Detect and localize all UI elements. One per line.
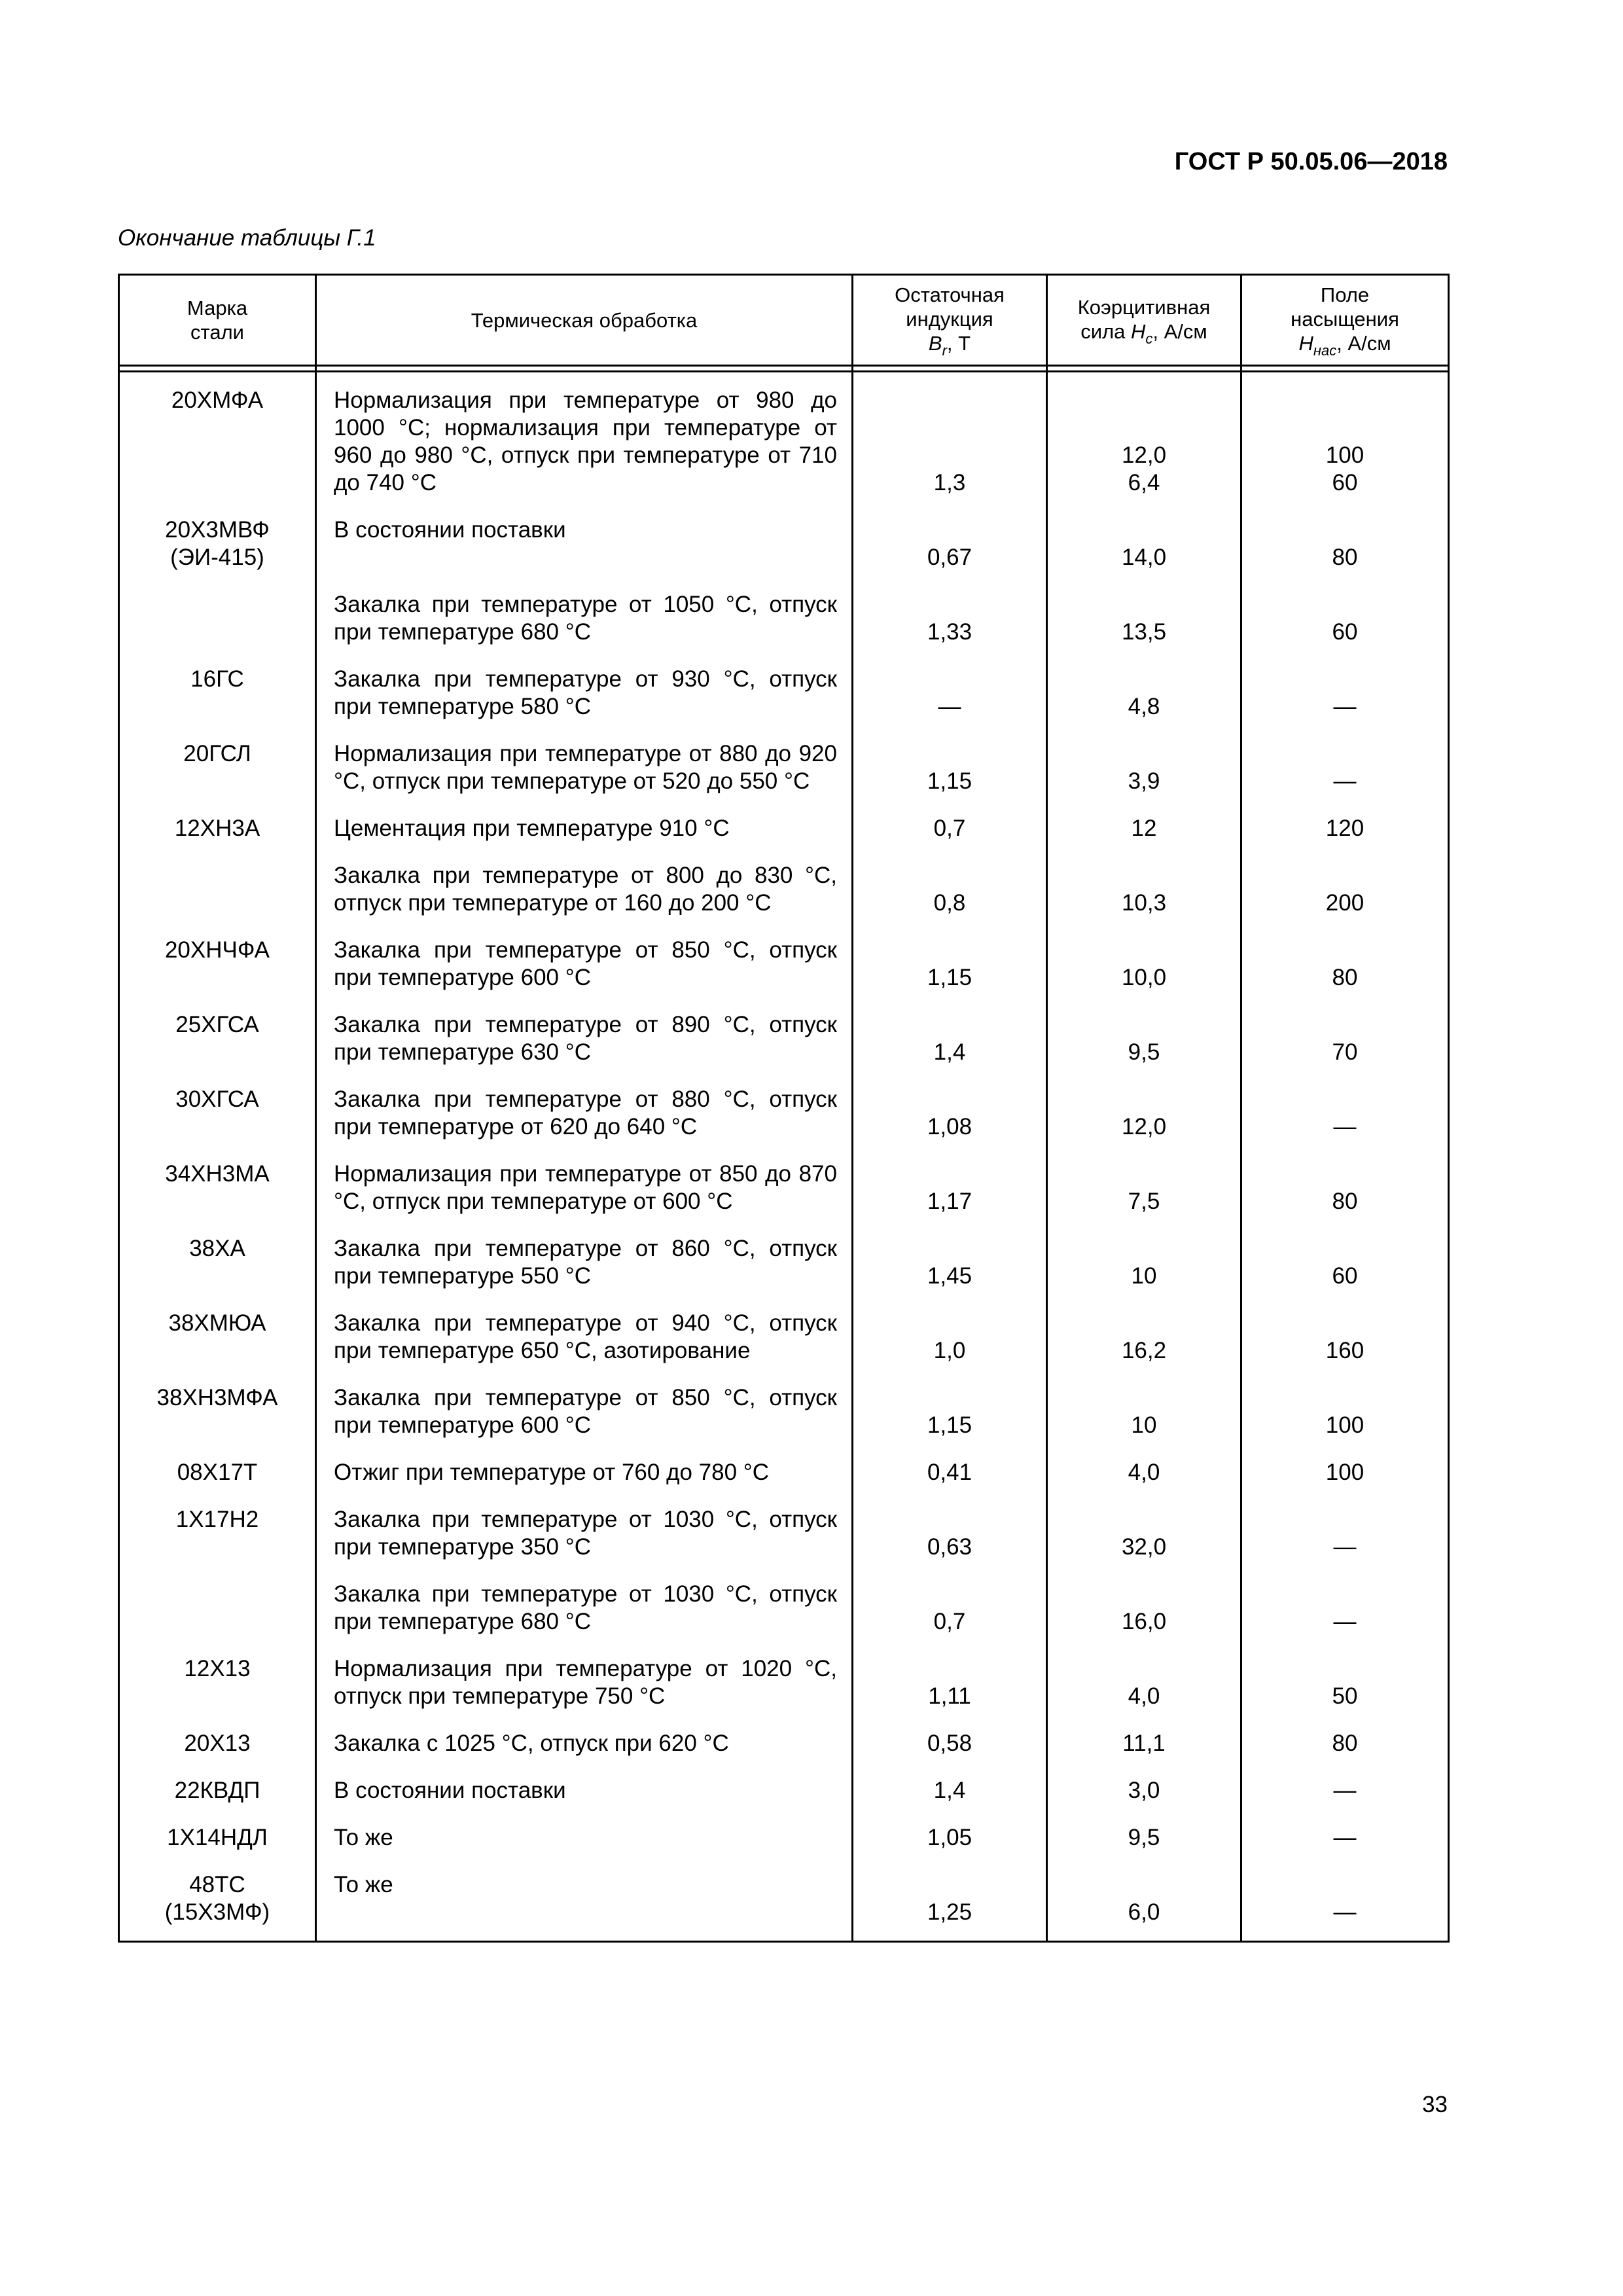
cell-steel-grade: [119, 1300, 316, 1375]
cell-steel-grade: [119, 1646, 316, 1721]
cell-saturation-field: [1241, 927, 1449, 1002]
cell-residual-induction: [853, 1862, 1047, 1942]
header-heat-treatment: [316, 275, 853, 366]
table-row: [119, 656, 1449, 731]
grade-line: 38ХН3МФА: [156, 1385, 278, 1410]
cell-steel-grade: [119, 1815, 316, 1862]
table-row: [119, 372, 1449, 508]
cell-heat-treatment: Нормализация при температуре от 880 до 920 °C, отпуск при температуре от 520 до 550 °C: [316, 731, 853, 806]
table-row: [119, 582, 1449, 656]
value-line: —: [1333, 1114, 1357, 1139]
header-symbol: B: [928, 332, 942, 355]
table-row: [119, 1300, 1449, 1375]
table-row: [119, 1768, 1449, 1815]
cell-coercive-force: [1047, 1300, 1241, 1375]
table-caption: Окончание таблицы Г.1: [118, 225, 376, 251]
cell-steel-grade: [119, 806, 316, 853]
table-row: [119, 853, 1449, 927]
value-line: 1,08: [927, 1114, 972, 1139]
header-unit-line: [1242, 331, 1448, 357]
value-line: 80: [1332, 545, 1358, 570]
value-line: 6,4: [1128, 470, 1160, 495]
cell-residual-induction: [853, 1450, 1047, 1497]
cell-residual-induction: [853, 806, 1047, 853]
value-line: 100: [1325, 442, 1364, 468]
cell-residual-induction: [853, 1571, 1047, 1646]
grade-line: 20ХНЧФА: [164, 937, 270, 963]
cell-saturation-field: [1241, 1226, 1449, 1300]
header-unit-line: [1048, 319, 1240, 346]
cell-steel-grade: [119, 1721, 316, 1768]
table-row: [119, 1497, 1449, 1571]
grade-line: 16ГС: [190, 666, 244, 692]
cell-coercive-force: [1047, 1646, 1241, 1721]
grade-line: 20Х3МВФ: [165, 517, 270, 543]
grade-line: 12Х13: [184, 1656, 251, 1681]
header-line: Поле: [1320, 283, 1370, 306]
cell-coercive-force: [1047, 927, 1241, 1002]
cell-residual-induction: [853, 1721, 1047, 1768]
value-line: 12,0: [1121, 442, 1167, 468]
cell-saturation-field: [1241, 582, 1449, 656]
cell-coercive-force: [1047, 731, 1241, 806]
cell-steel-grade: [119, 1497, 316, 1571]
cell-saturation-field: [1241, 1721, 1449, 1768]
value-line: 80: [1332, 1189, 1358, 1214]
cell-saturation-field: [1241, 731, 1449, 806]
cell-coercive-force: [1047, 1815, 1241, 1862]
cell-saturation-field: [1241, 507, 1449, 582]
value-line: 0,7: [933, 1609, 966, 1634]
cell-saturation-field: [1241, 1450, 1449, 1497]
cell-steel-grade: [119, 1450, 316, 1497]
table-row: [119, 507, 1449, 582]
cell-residual-induction: [853, 1226, 1047, 1300]
grade-line: 25ХГСА: [175, 1012, 259, 1037]
table-row: [119, 1450, 1449, 1497]
table-row: [119, 927, 1449, 1002]
cell-steel-grade: [119, 731, 316, 806]
header-divider: [119, 366, 1449, 372]
cell-coercive-force: [1047, 1862, 1241, 1942]
cell-steel-grade: [119, 656, 316, 731]
header-line: Марка: [187, 296, 248, 319]
grade-line: 20Х13: [184, 1731, 251, 1756]
table-row: [119, 1815, 1449, 1862]
table-row: [119, 1721, 1449, 1768]
value-line: 100: [1325, 1460, 1364, 1485]
header-symbol: H: [1131, 319, 1146, 343]
value-line: 1,25: [927, 1899, 972, 1925]
value-line: 1,15: [927, 1412, 972, 1438]
cell-saturation-field: [1241, 1768, 1449, 1815]
cell-saturation-field: [1241, 1815, 1449, 1862]
cell-heat-treatment: Закалка при температуре от 880 °C, отпуск при температуре от 620 до 640 °C: [316, 1077, 853, 1151]
grade-line: 20ГСЛ: [183, 741, 251, 766]
cell-heat-treatment: Закалка при температуре от 1050 °C, отпуск при температуре 680 °C: [316, 582, 853, 656]
cell-steel-grade: [119, 1226, 316, 1300]
cell-steel-grade: [119, 1375, 316, 1450]
value-line: 0,7: [933, 816, 966, 841]
value-line: —: [1333, 1609, 1357, 1634]
cell-residual-induction: [853, 372, 1047, 508]
cell-heat-treatment: То же: [316, 1862, 853, 1942]
value-line: —: [1333, 1778, 1357, 1803]
value-line: 16,0: [1121, 1609, 1167, 1634]
value-line: —: [1333, 1825, 1357, 1850]
value-line: 1,4: [933, 1039, 966, 1065]
cell-coercive-force: [1047, 806, 1241, 853]
cell-residual-induction: [853, 927, 1047, 1002]
value-line: 1,45: [927, 1263, 972, 1289]
value-line: 7,5: [1128, 1189, 1160, 1214]
cell-steel-grade: [119, 372, 316, 508]
cell-saturation-field: [1241, 1862, 1449, 1942]
cell-residual-induction: [853, 731, 1047, 806]
value-line: 1,11: [928, 1683, 971, 1709]
cell-residual-induction: [853, 656, 1047, 731]
cell-heat-treatment: Закалка при температуре от 930 °C, отпуск при температуре 580 °C: [316, 656, 853, 731]
value-line: 1,15: [927, 768, 972, 794]
value-line: 10,3: [1121, 890, 1167, 916]
value-line: 1,4: [933, 1778, 966, 1803]
value-line: 60: [1332, 470, 1358, 495]
grade-line: 1Х17Н2: [175, 1507, 259, 1532]
cell-coercive-force: [1047, 1721, 1241, 1768]
header-line: Термическая обработка: [471, 308, 698, 332]
grade-line: 34ХН3МА: [165, 1161, 270, 1187]
header-line: насыщения: [1291, 308, 1399, 331]
cell-heat-treatment: В состоянии поставки: [316, 507, 853, 582]
value-line: —: [1333, 1899, 1357, 1925]
header-line: стали: [190, 321, 244, 344]
table-header-row: [119, 275, 1449, 366]
grade-line: 22КВДП: [174, 1778, 260, 1803]
cell-coercive-force: [1047, 853, 1241, 927]
value-line: 60: [1332, 619, 1358, 645]
table-row: [119, 1646, 1449, 1721]
header-unit: , А/см: [1336, 332, 1391, 355]
value-line: 12,0: [1121, 1114, 1167, 1139]
table-row: [119, 1226, 1449, 1300]
cell-steel-grade: [119, 853, 316, 927]
cell-heat-treatment: Закалка при температуре от 850 °C, отпуск при температуре 600 °C: [316, 1375, 853, 1450]
value-line: 1,33: [927, 619, 972, 645]
value-line: 6,0: [1128, 1899, 1160, 1925]
cell-steel-grade: [119, 1571, 316, 1646]
header-unit-line: [853, 331, 1046, 357]
value-line: 12: [1131, 816, 1157, 841]
cell-saturation-field: [1241, 853, 1449, 927]
cell-residual-induction: [853, 1002, 1047, 1077]
value-line: 10: [1131, 1263, 1157, 1289]
cell-coercive-force: [1047, 1151, 1241, 1226]
steel-properties-table: [118, 274, 1450, 1943]
cell-heat-treatment: Отжиг при температуре от 760 до 780 °C: [316, 1450, 853, 1497]
value-line: —: [1333, 1534, 1357, 1560]
cell-residual-induction: [853, 582, 1047, 656]
grade-line: 48ТС: [189, 1872, 245, 1897]
cell-steel-grade: [119, 507, 316, 582]
value-line: 50: [1332, 1683, 1358, 1709]
page-number: 33: [1422, 2092, 1448, 2117]
cell-residual-induction: [853, 507, 1047, 582]
value-line: 100: [1325, 1412, 1364, 1438]
header-subscript: c: [1145, 330, 1153, 347]
header-unit: , Т: [946, 332, 971, 355]
cell-saturation-field: [1241, 1497, 1449, 1571]
grade-line: 30ХГСА: [175, 1086, 259, 1112]
value-line: 16,2: [1121, 1338, 1167, 1363]
cell-saturation-field: [1241, 1151, 1449, 1226]
grade-line: (15Х3МФ): [164, 1899, 270, 1925]
header-prefix: сила: [1080, 319, 1132, 343]
cell-coercive-force: [1047, 1077, 1241, 1151]
cell-saturation-field: [1241, 372, 1449, 508]
cell-heat-treatment: То же: [316, 1815, 853, 1862]
table-row: [119, 1077, 1449, 1151]
cell-residual-induction: [853, 1077, 1047, 1151]
cell-residual-induction: [853, 1646, 1047, 1721]
grade-line: 38ХМЮА: [168, 1310, 266, 1336]
value-line: 1,15: [927, 965, 972, 990]
value-line: 0,41: [927, 1460, 972, 1485]
cell-heat-treatment: Нормализация при температуре от 850 до 870 °C, отпуск при температуре от 600 °C: [316, 1151, 853, 1226]
cell-coercive-force: [1047, 1375, 1241, 1450]
cell-steel-grade: [119, 1862, 316, 1942]
cell-steel-grade: [119, 1077, 316, 1151]
value-line: 9,5: [1128, 1039, 1160, 1065]
cell-coercive-force: [1047, 1226, 1241, 1300]
value-line: 32,0: [1121, 1534, 1167, 1560]
value-line: 9,5: [1128, 1825, 1160, 1850]
cell-coercive-force: [1047, 656, 1241, 731]
header-subscript: r: [942, 342, 947, 359]
value-line: 10,0: [1121, 965, 1167, 990]
cell-saturation-field: [1241, 656, 1449, 731]
value-line: 3,0: [1128, 1778, 1160, 1803]
cell-saturation-field: [1241, 1002, 1449, 1077]
cell-heat-treatment: Закалка при температуре от 1030 °C, отпуск при температуре 680 °C: [316, 1571, 853, 1646]
cell-saturation-field: [1241, 1646, 1449, 1721]
cell-coercive-force: [1047, 372, 1241, 508]
cell-residual-induction: [853, 1151, 1047, 1226]
cell-coercive-force: [1047, 1450, 1241, 1497]
value-line: 200: [1325, 890, 1364, 916]
value-line: 0,67: [927, 545, 972, 570]
header-line: Остаточная: [895, 283, 1005, 306]
value-line: 3,9: [1128, 768, 1160, 794]
value-line: —: [1333, 694, 1357, 719]
header-subscript: нас: [1313, 342, 1337, 359]
cell-heat-treatment: Закалка при температуре от 850 °C, отпуск при температуре 600 °C: [316, 927, 853, 1002]
cell-heat-treatment: Закалка с 1025 °C, отпуск при 620 °C: [316, 1721, 853, 1768]
cell-heat-treatment: Закалка при температуре от 940 °C, отпуск при температуре 650 °C, азотирование: [316, 1300, 853, 1375]
value-line: 1,17: [927, 1189, 972, 1214]
cell-saturation-field: [1241, 1077, 1449, 1151]
cell-heat-treatment: Закалка при температуре от 890 °C, отпуск при температуре 630 °C: [316, 1002, 853, 1077]
value-line: 4,8: [1128, 694, 1160, 719]
header-coercive-force: [1047, 275, 1241, 366]
cell-steel-grade: [119, 582, 316, 656]
value-line: 0,63: [927, 1534, 972, 1560]
cell-coercive-force: [1047, 582, 1241, 656]
cell-residual-induction: [853, 1375, 1047, 1450]
table-row: [119, 731, 1449, 806]
grade-line: 20ХМФА: [171, 387, 264, 413]
value-line: —: [1333, 768, 1357, 794]
cell-saturation-field: [1241, 1571, 1449, 1646]
table-body: [119, 372, 1449, 1942]
value-line: 1,3: [933, 470, 966, 495]
grade-line: 08Х17Т: [177, 1460, 258, 1485]
value-line: 160: [1325, 1338, 1364, 1363]
cell-saturation-field: [1241, 1375, 1449, 1450]
cell-steel-grade: [119, 927, 316, 1002]
cell-residual-induction: [853, 1815, 1047, 1862]
table-row: [119, 806, 1449, 853]
cell-heat-treatment: Цементация при температуре 910 °C: [316, 806, 853, 853]
value-line: 1,0: [933, 1338, 966, 1363]
grade-line: 1Х14НДЛ: [167, 1825, 268, 1850]
cell-residual-induction: [853, 1497, 1047, 1571]
cell-coercive-force: [1047, 1571, 1241, 1646]
cell-residual-induction: [853, 853, 1047, 927]
header-steel-grade: [119, 275, 316, 366]
cell-steel-grade: [119, 1768, 316, 1815]
value-line: 4,0: [1128, 1683, 1160, 1709]
cell-coercive-force: [1047, 507, 1241, 582]
table-row: [119, 1002, 1449, 1077]
value-line: 1,05: [927, 1825, 972, 1850]
value-line: 0,8: [933, 890, 966, 916]
cell-coercive-force: [1047, 1002, 1241, 1077]
header-symbol: H: [1298, 332, 1313, 355]
header-unit: , А/см: [1152, 319, 1207, 343]
cell-heat-treatment: В состоянии поставки: [316, 1768, 853, 1815]
header-residual-induction: [853, 275, 1047, 366]
cell-residual-induction: [853, 1768, 1047, 1815]
header-saturation-field: [1241, 275, 1449, 366]
cell-coercive-force: [1047, 1768, 1241, 1815]
document-id: ГОСТ Р 50.05.06—2018: [1174, 148, 1448, 175]
cell-saturation-field: [1241, 1300, 1449, 1375]
value-line: 120: [1325, 816, 1364, 841]
cell-steel-grade: [119, 1151, 316, 1226]
value-line: —: [938, 694, 961, 719]
grade-line: (ЭИ-415): [170, 545, 264, 570]
value-line: 80: [1332, 1731, 1358, 1756]
value-line: 0,58: [927, 1731, 972, 1756]
value-line: 10: [1131, 1412, 1157, 1438]
cell-heat-treatment: Закалка при температуре от 860 °C, отпуск при температуре 550 °C: [316, 1226, 853, 1300]
value-line: 80: [1332, 965, 1358, 990]
table-row: [119, 1862, 1449, 1942]
value-line: 70: [1332, 1039, 1358, 1065]
table-row: [119, 1151, 1449, 1226]
cell-heat-treatment: Нормализация при температуре от 980 до 1000 °C; нормализация при температуре от 960 до 980 °C, отпуск при температуре от 710 до 740 °C: [316, 372, 853, 508]
cell-steel-grade: [119, 1002, 316, 1077]
value-line: 13,5: [1121, 619, 1167, 645]
table-row: [119, 1375, 1449, 1450]
header-line: индукция: [906, 308, 993, 331]
table-row: [119, 1571, 1449, 1646]
grade-line: 12ХН3А: [174, 816, 260, 841]
cell-residual-induction: [853, 1300, 1047, 1375]
cell-coercive-force: [1047, 1497, 1241, 1571]
cell-saturation-field: [1241, 806, 1449, 853]
header-line: Коэрцитивная: [1077, 295, 1211, 319]
value-line: 11,1: [1122, 1731, 1166, 1756]
cell-heat-treatment: Закалка при температуре от 1030 °C, отпуск при температуре 350 °C: [316, 1497, 853, 1571]
value-line: 4,0: [1128, 1460, 1160, 1485]
grade-line: 38ХА: [189, 1236, 245, 1261]
value-line: 14,0: [1121, 545, 1167, 570]
cell-heat-treatment: Нормализация при температуре от 1020 °C, отпуск при температуре 750 °C: [316, 1646, 853, 1721]
cell-heat-treatment: Закалка при температуре от 800 до 830 °C, отпуск при температуре от 160 до 200 °C: [316, 853, 853, 927]
value-line: 60: [1332, 1263, 1358, 1289]
